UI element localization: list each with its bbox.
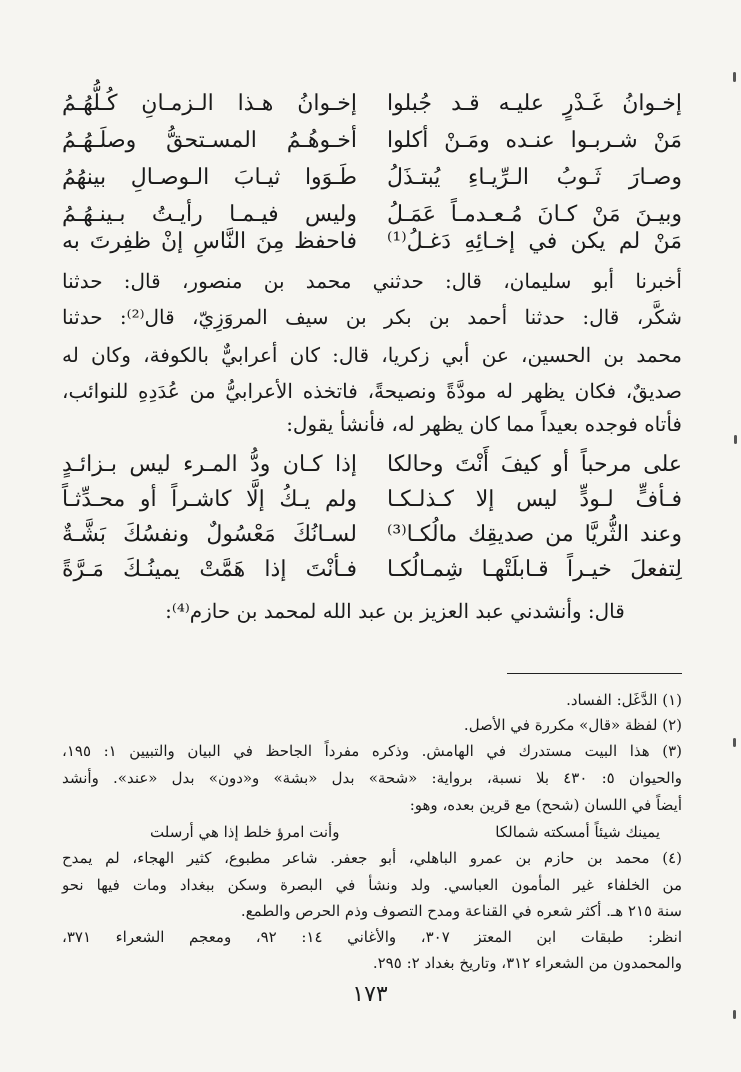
scan-mark xyxy=(733,1010,736,1019)
hemistich-first: فاحفظ مِنَ النَّاسِ إنْ ظفِرتَ به xyxy=(62,229,357,254)
footnote-3-line-3: أيضاً في اللسان (شحح) مع قرين بعده، وهو: xyxy=(409,796,682,814)
page-number: ١٧٣ xyxy=(352,982,388,1007)
hemistich-first: إذا كـان ودُّ المـرء ليس بـزائـدٍ xyxy=(62,452,357,477)
footnote-2: (٢) لفظة «قال» مكررة في الأصل. xyxy=(463,716,682,734)
hemistich-second: وبيـنَ مَنْ كـانَ مُـعـدمـاً عَمَـلُ xyxy=(387,202,682,227)
footnote-4-line-1: (٤) محمد بن حازم بن عمرو الباهلي، أبو جعفر. شاعر مطبوع، كثير الهجاء، لم يمدح xyxy=(62,849,682,867)
prose-line-4: صديقٌ، فكان يظهر له مودَّةً ونصيحةً، فاتخذه الأعرابيُّ من عُدَدِهِ للنوائب، xyxy=(62,379,682,403)
poem2-verse-3 xyxy=(62,516,682,553)
intro-line: قال: وأنشدني عبد العزيز بن عبد الله لمحمد بن حازم⁽⁴⁾: xyxy=(165,599,625,623)
poem1-verse-2 xyxy=(62,122,682,159)
hemistich-second: فـأفٍّ لـودٍّ ليس إلا كـذلـكـا xyxy=(387,487,682,512)
poem1-verse-5 xyxy=(62,223,682,260)
footnote-3-line-1: (٣) هذا البيت مستدرك في الهامش. وذكره مفرداً الجاحظ في البيان والتبيين ١: ١٩٥، xyxy=(62,742,682,760)
footnote-4-line-5: والمحمدون من الشعراء ٣١٢، وتاريخ بغداد ٢: ٢٩٥. xyxy=(372,954,682,972)
hemistich-first: ولم يـكُ إلَّا كاشـراً أو محـدِّثـاً xyxy=(62,487,357,512)
prose-line-2: شكَّر، قال: حدثنا أحمد بن بكر بن سيف المروَزِيّ، قال⁽²⁾: حدثنا xyxy=(62,305,682,329)
hemistich-first: وليس فيـمـا رأيـتُ بـينـهُـمُ xyxy=(62,202,357,227)
hemistich-second: وعند الثُّريَّا من صديقِك مالُكـا⁽³⁾ xyxy=(387,522,682,547)
footnote-1: (١) الدَّغَل: الفساد. xyxy=(566,691,682,709)
footnote-4-line-3: سنة ٢١٥ هـ. أكثر شعره في القناعة ومدح التصوف وذم الحرص والطمع. xyxy=(240,902,682,920)
hemistich-second: لِتفعلَ خيـراً قـابلَتْهـا شِمـالُكـا xyxy=(387,557,682,582)
footnote-verse-first: وأنت امرؤ خلط إذا هي أرسلت xyxy=(150,823,340,841)
hemistich-first: أخـوهُـمُ المسـتحقُّ وصلَـهُـمُ xyxy=(62,128,357,153)
poem2-verse-2 xyxy=(62,481,682,518)
hemistich-first: طَـوَوا ثيـابَ الـوصـالِ بينهُمُ xyxy=(62,165,357,190)
hemistich-second: مَنْ شـربـوا عنـده ومَـنْ أكلوا xyxy=(387,128,682,153)
scan-mark xyxy=(734,435,737,444)
hemistich-first: لسـانُكَ مَعْسُولٌ ونفسُكَ بَشَّـةٌ xyxy=(62,522,357,547)
hemistich-first: إخـوانُ هـذا الـزمـانِ كُـلُّهُـمُ xyxy=(62,91,357,116)
footnote-3-line-2: والحيوان ٥: ٤٣٠ بلا نسبة، برواية: «شحة» بدل «بشة» و«دون» بدل «عند». وأنشد xyxy=(62,769,683,787)
scan-mark xyxy=(733,72,736,82)
footnote-4-line-4: انظر: طبقات ابن المعتز ٣٠٧، والأغاني ١٤: ٩٢، ومعجم الشعراء ٣٧١، xyxy=(62,928,682,946)
poem1-verse-3 xyxy=(62,159,682,196)
poem2-verse-4 xyxy=(62,551,682,588)
footnote-4-line-2: من الخلفاء غير المأمون العباسي. ولد ونشأ في البصرة وسكن ببغداد ومات فيها نحو xyxy=(62,876,682,894)
hemistich-second: إخـوانُ غَـدْرٍ عليـه قـد جُبلوا xyxy=(387,91,682,116)
hemistich-first: فـأنْتَ إذا هَمَّتْ يمينُـكَ مَـرَّةً xyxy=(62,557,357,582)
footnote-separator xyxy=(507,673,682,674)
prose-line-1: أخبرنا أبو سليمان، قال: حدثني محمد بن منصور، قال: حدثنا xyxy=(62,269,682,293)
footnote-3-verse xyxy=(150,818,660,846)
poem2-verse-1 xyxy=(62,446,682,483)
scan-mark xyxy=(733,738,736,747)
poem1-verse-1 xyxy=(62,85,682,122)
hemistich-second: على مرحباً أو كيفَ أَنْتَ وحالكا xyxy=(387,452,682,477)
footnote-verse-second: يمينك شيئاً أمسكته شمالكا xyxy=(495,823,660,841)
hemistich-second: مَنْ لم يكن في إخـائِهِ دَغـلُ⁽¹⁾ xyxy=(387,229,682,254)
prose-line-5: فأتاه فوجده بعيداً مما كان يظهر له، فأنشأ يقول: xyxy=(286,412,682,436)
hemistich-second: وصـارَ ثَـوبُ الـرِّيـاءِ يُبتـذَلُ xyxy=(387,165,682,190)
prose-line-3: محمد بن الحسين، عن أبي زكريا، قال: كان أعرابيٌّ بالكوفة، وكان له xyxy=(62,343,682,367)
